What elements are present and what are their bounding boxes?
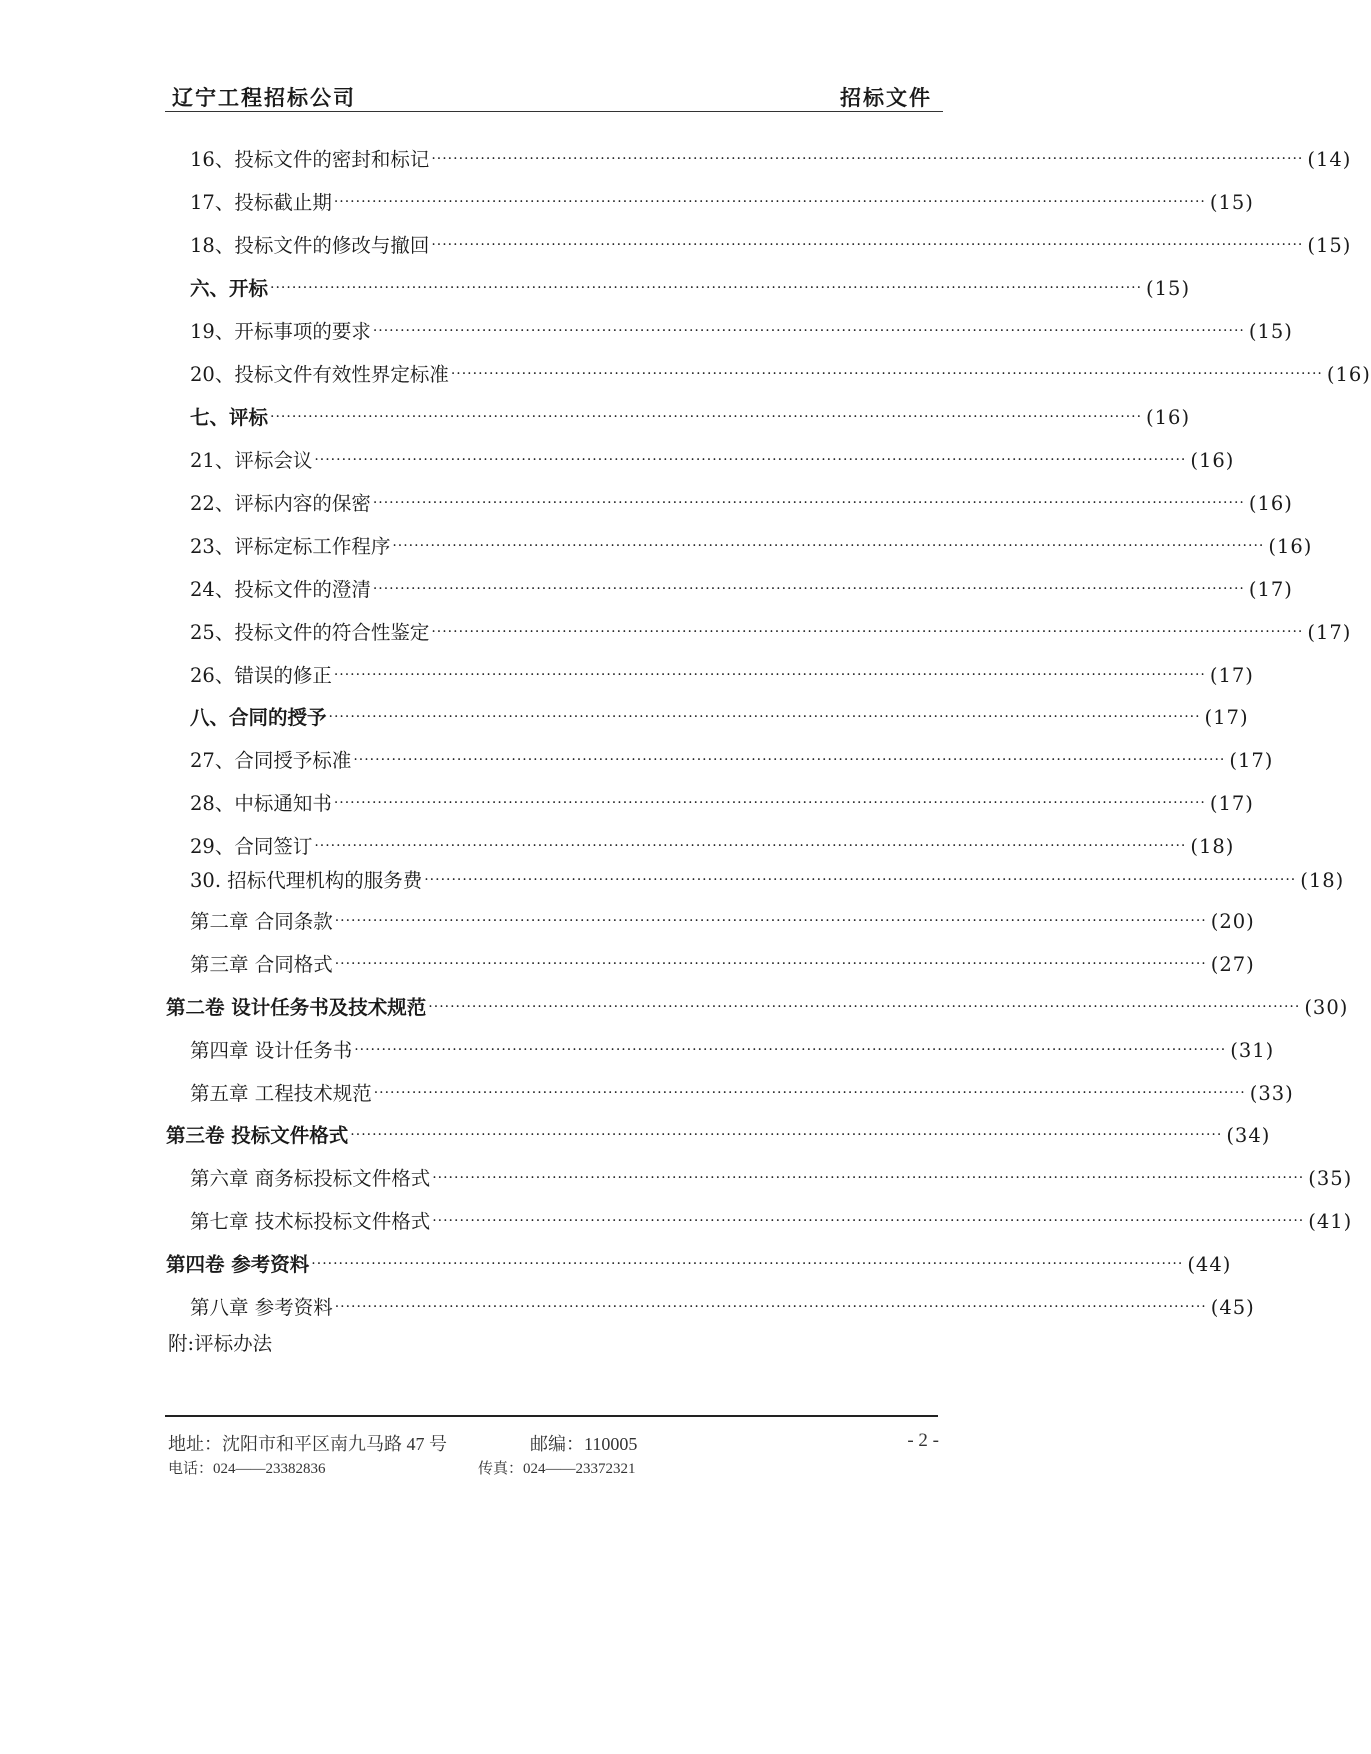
- toc-dot-leader: ································································································································································: [432, 1170, 1305, 1186]
- toc-entry-title: 27、合同授予标准: [190, 749, 352, 772]
- toc-entry-page: (45): [1210, 1296, 1255, 1319]
- toc-dot-leader: ································································································································································: [334, 1299, 1207, 1315]
- toc-entry-title: 29、合同签订: [190, 835, 313, 858]
- toc-dot-leader: ································································································································································: [424, 872, 1297, 888]
- toc-entry-title: 第八章 参考资料: [190, 1296, 333, 1319]
- toc-entry-title: 18、投标文件的修改与撤回: [190, 234, 430, 257]
- toc-dot-leader: ································································································································································: [311, 1256, 1184, 1272]
- toc-entry-page: (31): [1230, 1039, 1275, 1062]
- toc-dot-leader: ································································································································································: [372, 581, 1245, 597]
- toc-entry: [190, 276, 1191, 304]
- toc-entry-page: (18): [1300, 869, 1345, 892]
- toc-entry: [166, 995, 1349, 1023]
- toc-entry: [190, 705, 1249, 733]
- toc-entry: [190, 491, 1293, 519]
- toc-dot-leader: ································································································································································: [333, 667, 1206, 683]
- toc-entry: [190, 909, 1255, 937]
- toc-entry-page: (17): [1204, 706, 1249, 729]
- footer-page-number: - 2 -: [907, 1430, 939, 1451]
- toc-entry-title: 20、投标文件有效性界定标准: [190, 363, 449, 386]
- toc-dot-leader: ································································································································································: [314, 452, 1187, 468]
- toc-dot-leader: ································································································································································: [431, 237, 1304, 253]
- toc-entry: [190, 1295, 1255, 1323]
- toc-entry-page: (16): [1146, 406, 1191, 429]
- appendix-note: 附:评标办法: [168, 1332, 273, 1355]
- toc-dot-leader: ································································································································································: [334, 913, 1207, 929]
- toc-entry-page: (16): [1248, 492, 1293, 515]
- toc-entry-title: 25、投标文件的符合性鉴定: [190, 621, 430, 644]
- toc-entry-title: 第二卷 设计任务书及技术规范: [166, 996, 427, 1019]
- toc-entry: [190, 233, 1352, 261]
- toc-dot-leader: ································································································································································: [431, 151, 1304, 167]
- toc-entry: [190, 1166, 1353, 1194]
- toc-entry-page: (15): [1248, 320, 1293, 343]
- toc-entry-title: 17、投标截止期: [190, 191, 332, 214]
- toc-entry-page: (17): [1307, 621, 1352, 644]
- toc-dot-leader: ································································································································································: [450, 366, 1323, 382]
- toc-entry-title: 21、评标会议: [190, 449, 313, 472]
- toc-entry-title: 28、中标通知书: [190, 792, 332, 815]
- toc-entry: [190, 577, 1293, 605]
- toc-entry-title: 16、投标文件的密封和标记: [190, 148, 430, 171]
- toc-entry-title: 第二章 合同条款: [190, 910, 333, 933]
- toc-dot-leader: ································································································································································: [354, 1042, 1227, 1058]
- footer-fax: 传真：024——23372321: [478, 1461, 636, 1477]
- toc-entry-title: 第三卷 投标文件格式: [166, 1124, 349, 1147]
- toc-entry: [190, 868, 1345, 896]
- toc-dot-leader: ································································································································································: [333, 795, 1206, 811]
- toc-entry-page: (33): [1249, 1082, 1294, 1105]
- toc-entry-page: (17): [1229, 749, 1274, 772]
- toc-entry: [190, 147, 1352, 175]
- toc-entry-title: 24、投标文件的澄清: [190, 578, 371, 601]
- toc-entry-title: 八、合同的授予: [190, 706, 327, 729]
- toc-entry: [190, 448, 1235, 476]
- toc-entry: [190, 362, 1371, 390]
- toc-entry-title: 第四章 设计任务书: [190, 1039, 353, 1062]
- toc-dot-leader: ································································································································································: [333, 194, 1206, 210]
- toc-entry-title: 第三章 合同格式: [190, 953, 333, 976]
- footer-divider: [165, 1415, 938, 1417]
- toc-entry-title: 22、评标内容的保密: [190, 492, 371, 515]
- toc-dot-leader: ································································································································································: [432, 1213, 1305, 1229]
- toc-entry: [166, 1252, 1232, 1280]
- toc-entry-page: (16): [1326, 363, 1371, 386]
- toc-entry-page: (18): [1190, 835, 1235, 858]
- toc-entry-page: (17): [1209, 664, 1254, 687]
- toc-entry: [190, 405, 1191, 433]
- toc-entry: [190, 620, 1352, 648]
- toc-dot-leader: ································································································································································: [328, 709, 1201, 725]
- toc-entry: [190, 748, 1274, 776]
- toc-entry: [190, 534, 1313, 562]
- toc-dot-leader: ································································································································································: [373, 1085, 1246, 1101]
- toc-entry-page: (17): [1248, 578, 1293, 601]
- toc-entry-title: 第四卷 参考资料: [166, 1253, 310, 1276]
- toc-entry-page: (16): [1190, 449, 1235, 472]
- toc-entry-page: (17): [1209, 792, 1254, 815]
- toc-dot-leader: ································································································································································: [428, 999, 1301, 1015]
- toc-entry-page: (27): [1210, 953, 1255, 976]
- toc-dot-leader: ································································································································································: [270, 409, 1143, 425]
- toc-dot-leader: ································································································································································: [431, 624, 1304, 640]
- toc-entry-page: (44): [1187, 1253, 1232, 1276]
- page-header-company: 辽宁工程招标公司: [172, 86, 356, 110]
- toc-entry-page: (16): [1268, 535, 1313, 558]
- page-header-doc-type: 招标文件: [840, 86, 932, 110]
- toc-entry-title: 19、开标事项的要求: [190, 320, 371, 343]
- toc-entry-page: (35): [1308, 1167, 1353, 1190]
- toc-entry: [190, 791, 1254, 819]
- footer-phone: 电话：024——23382836: [168, 1461, 326, 1477]
- toc-entry-page: (30): [1304, 996, 1349, 1019]
- toc-entry-page: (15): [1209, 191, 1254, 214]
- footer-address: 地址：沈阳市和平区南九马路 47 号: [168, 1434, 447, 1454]
- toc-entry-page: (34): [1226, 1124, 1271, 1147]
- toc-dot-leader: ································································································································································: [314, 838, 1187, 854]
- toc-entry: [190, 190, 1254, 218]
- toc-entry-page: (15): [1307, 234, 1352, 257]
- toc-entry-page: (41): [1308, 1210, 1353, 1233]
- toc-entry-title: 26、错误的修正: [190, 664, 332, 687]
- toc-dot-leader: ································································································································································: [372, 323, 1245, 339]
- toc-entry: [166, 1123, 1271, 1151]
- toc-entry-title: 第六章 商务标投标文件格式: [190, 1167, 431, 1190]
- toc-entry-page: (14): [1307, 148, 1352, 171]
- toc-entry-title: 第五章 工程技术规范: [190, 1082, 372, 1105]
- toc-dot-leader: ································································································································································: [353, 752, 1226, 768]
- toc-dot-leader: ································································································································································: [350, 1127, 1223, 1143]
- toc-entry-title: 23、评标定标工作程序: [190, 535, 391, 558]
- toc-entry: [190, 663, 1254, 691]
- toc-entry-title: 第七章 技术标投标文件格式: [190, 1210, 431, 1233]
- toc-entry: [190, 319, 1293, 347]
- toc-entry: [190, 1038, 1275, 1066]
- toc-dot-leader: ································································································································································: [270, 280, 1143, 296]
- toc-dot-leader: ································································································································································: [372, 495, 1245, 511]
- toc-entry-page: (20): [1210, 910, 1255, 933]
- toc-dot-leader: ································································································································································: [334, 956, 1207, 972]
- toc-entry: [190, 1081, 1294, 1109]
- toc-entry: [190, 834, 1235, 862]
- toc-entry-title: 30. 招标代理机构的服务费: [190, 869, 423, 892]
- footer-postcode: 邮编：110005: [530, 1434, 638, 1454]
- toc-entry-title: 七、评标: [190, 406, 269, 429]
- toc-dot-leader: ································································································································································: [392, 538, 1265, 554]
- toc-entry: [190, 1209, 1353, 1237]
- toc-entry-page: (15): [1146, 277, 1191, 300]
- toc-entry-title: 六、开标: [190, 277, 269, 300]
- toc-entry: [190, 952, 1255, 980]
